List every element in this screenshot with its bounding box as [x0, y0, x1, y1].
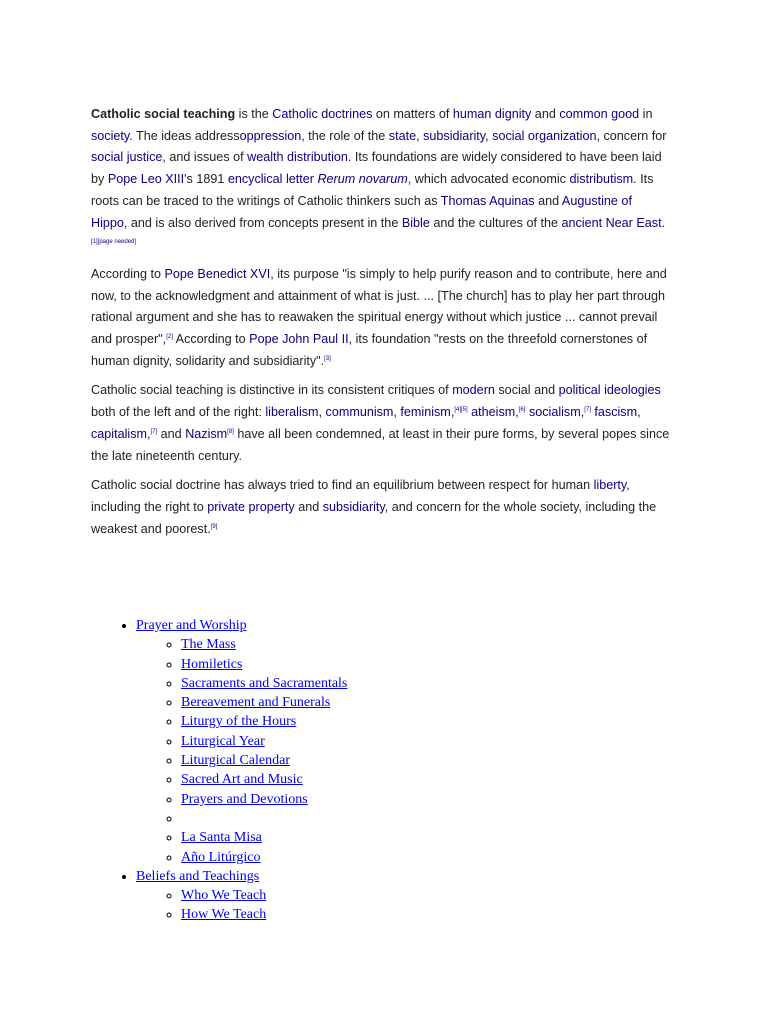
nav-subitem: [181, 655, 347, 674]
text: , and concern for the whole society, including the weakest and poorest.: [91, 499, 657, 536]
nav-item-prayer-and-worship: [136, 616, 347, 867]
link-liberalism[interactable]: liberalism: [265, 405, 319, 420]
nav-link-beliefs-and-teachings[interactable]: Beliefs and Teachings: [136, 868, 260, 884]
link-social-organization[interactable]: social organization: [492, 128, 597, 143]
citation-3[interactable]: [3]: [324, 355, 331, 362]
nav-subitem: [181, 693, 347, 712]
link-capitalism[interactable]: capitalism: [91, 426, 147, 441]
text: and: [294, 499, 323, 514]
citation-6[interactable]: [6]: [518, 406, 526, 413]
link-nazism[interactable]: Nazism: [185, 426, 228, 441]
link-socialism[interactable]: socialism: [528, 405, 581, 420]
nav-link-sacraments[interactable]: Sacraments and Sacramentals: [181, 675, 348, 691]
link-wealth-distribution[interactable]: wealth distribution: [247, 150, 348, 165]
text: , the role of the: [301, 128, 389, 143]
text: and the cultures of the: [429, 215, 562, 230]
text: . Its foundations are widely considered to have been laid by: [91, 150, 662, 187]
nav-link-la-santa-misa[interactable]: La Santa Misa: [181, 830, 262, 846]
text: ,: [515, 405, 519, 420]
citation-7b[interactable]: [7]: [150, 428, 158, 435]
nav-subitem: [181, 674, 347, 693]
text: ,: [416, 128, 424, 143]
text: both of the left and of the right:: [91, 405, 266, 420]
nav-link-homiletics[interactable]: Homiletics: [181, 656, 243, 672]
text: and: [534, 193, 562, 208]
nav-subitem: [181, 828, 347, 847]
link-rerum-novarum[interactable]: [317, 172, 407, 186]
link-pope-benedict-xvi[interactable]: Pope Benedict XVI: [164, 266, 271, 281]
link-subsidiarity[interactable]: subsidiarity: [423, 128, 486, 143]
citation-2[interactable]: [2]: [166, 333, 173, 340]
link-atheism[interactable]: atheism: [471, 405, 516, 420]
link-catholic-doctrines[interactable]: Catholic doctrines: [272, 107, 373, 121]
link-state[interactable]: state: [388, 128, 417, 143]
text: social and: [494, 383, 559, 398]
link-bible[interactable]: Bible: [401, 215, 430, 230]
nav-link-ano-liturgico[interactable]: Año Litúrgico: [181, 849, 261, 865]
text: have all been condemned, at least in their pure forms, by several popes since the late nineteenth century.: [91, 426, 670, 463]
text: ,: [580, 405, 585, 420]
nav-link-sacred-art[interactable]: Sacred Art and Music: [181, 772, 303, 788]
nav-subitem: [181, 886, 347, 905]
nav-subitem: [181, 790, 347, 809]
nav-subitem-empty: [181, 809, 347, 828]
link-liberty[interactable]: liberty: [593, 478, 627, 493]
nav-link-liturgical-year[interactable]: Liturgical Year: [181, 733, 265, 749]
text: on matters of: [372, 107, 453, 121]
text: . Its roots can be traced to the writings of Catholic thinkers such as: [91, 172, 654, 208]
text: ,: [485, 128, 493, 143]
nav-subitem: [181, 905, 347, 924]
text: , its foundation "rests on the threefold cornerstones of human dignity, solidarity and subsidiarity".: [91, 332, 648, 368]
text: ,: [393, 405, 401, 420]
nav-sublist-prayer: [136, 635, 347, 867]
citation-4-5[interactable]: [4][5]: [454, 406, 468, 413]
text: ,: [450, 405, 455, 420]
link-common-good[interactable]: common good: [559, 107, 640, 121]
text: According to: [91, 266, 165, 281]
citation-9[interactable]: [9]: [210, 523, 218, 530]
nav-subitem: [181, 635, 347, 654]
nav-subitem: [181, 732, 347, 751]
link-society[interactable]: society: [91, 128, 130, 143]
link-human-dignity[interactable]: human dignity: [452, 107, 532, 121]
link-distributism[interactable]: distributism: [569, 172, 634, 187]
paragraph-4: [91, 475, 671, 540]
text: ,: [318, 405, 326, 420]
link-augustine-of-hippo[interactable]: Augustine of Hippo: [91, 193, 632, 230]
article-subject: Catholic social teaching: [91, 107, 236, 121]
text: is the: [235, 107, 273, 121]
text: Catholic social doctrine has always tried to find an equilibrium between respect for human: [91, 478, 594, 493]
text: , which advocated economic: [407, 172, 570, 187]
link-encyclical-letter[interactable]: encyclical letter: [227, 172, 314, 187]
nav-link-how-we-teach[interactable]: How We Teach: [181, 907, 267, 923]
citation-7[interactable]: [7]: [584, 406, 591, 413]
text: , and is also derived from concepts present in the: [123, 215, 402, 230]
text: .: [661, 215, 666, 230]
link-ancient-near-east[interactable]: ancient Near East: [561, 215, 662, 230]
link-social-justice[interactable]: social justice: [91, 150, 163, 165]
text: in: [639, 107, 653, 121]
text: , and issues of: [162, 150, 248, 165]
link-private-property[interactable]: private property: [207, 499, 295, 514]
nav-subitem: [181, 770, 347, 789]
nav-link-bereavement[interactable]: Bereavement and Funerals: [181, 695, 331, 711]
text: According to: [172, 332, 250, 347]
nav-subitem: [181, 848, 347, 867]
text: , concern for: [596, 128, 667, 143]
text: , its purpose "is simply to help purify reason and to contribute, here and now, to the acknowledgment and attainment of what is just. ... [The church] has to play her part through rational argument and she has to reawaken the spiritual energy without which justice ... cannot prevail and prosper",: [91, 266, 667, 347]
link-oppression[interactable]: oppression: [239, 128, 302, 143]
nav-sublist-beliefs: [136, 886, 347, 925]
article-body: [91, 104, 671, 548]
paragraph-3: [91, 380, 671, 467]
text: ,: [147, 426, 151, 441]
text: and: [157, 426, 186, 441]
text: ,: [637, 405, 641, 420]
link-thomas-aquinas[interactable]: Thomas Aquinas: [440, 193, 535, 208]
nav-link-the-mass[interactable]: The Mass: [181, 637, 236, 653]
link-fascism[interactable]: fascism: [594, 405, 638, 420]
nav-subitem: [181, 751, 347, 770]
paragraph-2: [91, 264, 671, 373]
nav-item-beliefs-and-teachings: [136, 867, 347, 925]
rerum-novarum-title: Rerum novarum: [317, 172, 408, 187]
paragraph-1: [91, 104, 671, 256]
nav-link-who-we-teach[interactable]: Who We Teach: [181, 888, 267, 904]
text: 's 1891: [184, 172, 228, 187]
nav-link-liturgical-calendar[interactable]: Liturgical Calendar: [181, 753, 290, 769]
nav-subitem: [181, 712, 347, 731]
citation-8[interactable]: [8]: [227, 428, 234, 435]
text: and: [531, 107, 560, 121]
link-modern[interactable]: modern: [452, 383, 495, 398]
link-subsidiarity-2[interactable]: subsidiarity: [322, 499, 385, 514]
link-political-ideologies[interactable]: political ideologies: [558, 383, 661, 398]
link-feminism[interactable]: feminism: [400, 405, 451, 420]
text: Catholic social teaching is distinctive in its consistent critiques of: [91, 383, 453, 398]
nav-link-prayers-devotions[interactable]: Prayers and Devotions: [181, 791, 308, 807]
link-communism[interactable]: communism: [325, 405, 394, 420]
site-nav-list: [90, 616, 347, 925]
text: , including the right to: [91, 478, 630, 514]
nav-link-liturgy-of-the-hours[interactable]: Liturgy of the Hours: [181, 714, 297, 730]
text: . The ideas address: [129, 128, 240, 143]
link-pope-leo-xiii[interactable]: Pope Leo XIII: [107, 172, 185, 187]
citation-1[interactable]: [1][page needed]: [91, 239, 137, 246]
link-pope-john-paul-ii[interactable]: Pope John Paul II: [249, 332, 349, 347]
nav-link-prayer-and-worship[interactable]: Prayer and Worship: [136, 618, 247, 633]
